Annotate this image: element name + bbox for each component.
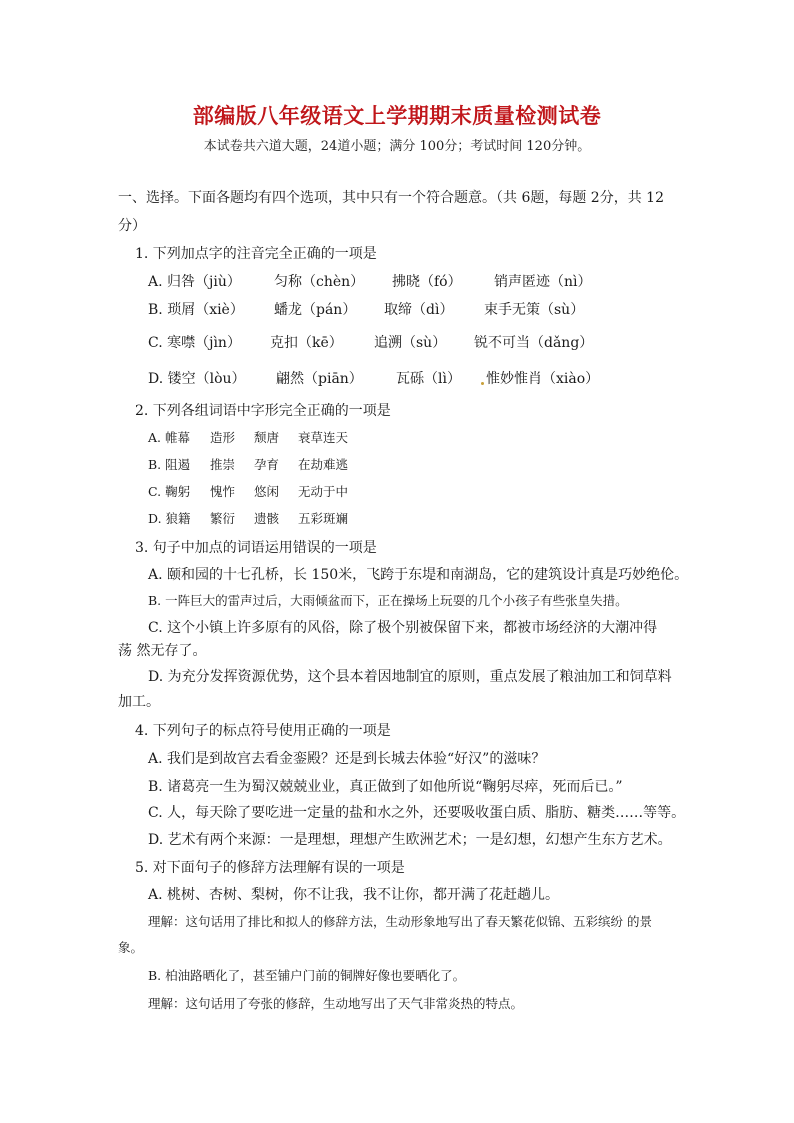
exam-instructions: 本试卷共六道大题，24道小题；满分 100分；考试时间 120分钟。	[203, 139, 591, 154]
q1-b-item-3: 取缔（dì）	[384, 302, 454, 318]
q2-c-word-4: 无动于中	[298, 484, 349, 499]
q2-d-word-3: 遗骸	[254, 511, 280, 526]
q1-b-item-4: 束手无策（sù）	[484, 302, 585, 318]
q2-b-word-1: B. 阻遏	[148, 457, 191, 472]
page-title: 部编版八年级语文上学期期末质量检测试卷	[192, 104, 602, 128]
q1-a-item-2: 匀称（chèn）	[274, 274, 365, 290]
q2-d-word-4: 五彩斑斓	[298, 511, 349, 526]
section-heading-cont: 分）	[118, 218, 146, 234]
question-1-stem: 1. 下列加点字的注音完全正确的一项是	[135, 246, 377, 262]
question-2-stem: 2. 下列各组词语中字形完全正确的一项是	[135, 403, 391, 419]
q5-option-a: A. 桃树、杏树、梨树，你不让我，我不让你，都开满了花赶趟儿。	[148, 887, 560, 903]
q1-d-item-2: 翩然（piān）	[276, 371, 363, 387]
question-3-stem: 3. 句子中加点的词语运用错误的一项是	[135, 540, 377, 556]
q1-b-item-2: 蟠龙（pán）	[274, 302, 357, 318]
q1-c-item-1: C. 寒噤（jìn）	[148, 335, 241, 351]
q5-a-explanation-cont: 象。	[118, 940, 144, 955]
q2-a-word-2: 造形	[210, 430, 236, 445]
question-5-stem: 5. 对下面句子的修辞方法理解有误的一项是	[135, 860, 405, 876]
q4-option-a: A. 我们是到故宫去看金銮殿？还是到长城去体验“好汉”的滋味？	[148, 751, 546, 767]
q4-option-b: B. 诸葛亮一生为蜀汉兢兢业业，真正做到了如他所说“鞠躬尽瘁，死而后已。”	[148, 779, 623, 795]
q3-option-c-cont: 荡 然无存了。	[118, 643, 207, 659]
q2-a-word-4: 衰草连天	[298, 430, 349, 445]
q2-c-word-2: 愧怍	[210, 484, 236, 499]
q2-b-word-2: 推崇	[210, 457, 236, 472]
q5-option-b: B. 柏油路晒化了，甚至铺户门前的铜牌好像也要晒化了。	[148, 968, 466, 983]
q2-d-word-2: 繁衍	[210, 511, 236, 526]
q2-c-word-1: C. 鞠躬	[148, 484, 191, 499]
q2-d-word-1: D. 狼籍	[148, 511, 191, 526]
q2-b-word-3: 孕育	[254, 457, 280, 472]
q1-b-item-1: B. 琐屑（xiè）	[148, 302, 244, 318]
q1-d-item-4: 惟妙惟肖（xiào）	[486, 371, 600, 387]
q1-a-item-4: 销声匿迹（nì）	[494, 274, 592, 290]
q5-b-explanation: 理解：这句话用了夸张的修辞，生动地写出了天气非常炎热的特点。	[148, 996, 524, 1011]
q1-d-item-3: 瓦砾（lì）	[396, 371, 461, 387]
q2-c-word-3: 悠闲	[254, 484, 280, 499]
q2-a-word-1: A. 帷幕	[148, 430, 190, 445]
q1-a-item-1: A. 归咎（jiù）	[148, 274, 241, 290]
q4-option-d: D. 艺术有两个来源：一是理想，理想产生欧洲艺术；一是幻想，幻想产生东方艺术。	[148, 832, 672, 848]
q3-option-b: B. 一阵巨大的雷声过后，大雨倾盆而下，正在操场上玩耍的几个小孩子有些张皇失措。	[148, 593, 628, 608]
section-heading: 一、选择。下面各题均有四个选项，其中只有一个符合题意。（共 6题，每题 2分，共 12	[118, 190, 664, 206]
q2-b-word-4: 在劫难逃	[298, 457, 349, 472]
q3-option-d-cont: 加工。	[118, 694, 160, 710]
q3-option-d: D. 为充分发挥资源优势，这个县本着因地制宜的原则，重点发展了粮油加工和饲草料	[148, 669, 672, 685]
stray-mark	[481, 382, 484, 385]
q1-d-item-1: D. 镂空（lòu）	[148, 371, 246, 387]
question-4-stem: 4. 下列句子的标点符号使用正确的一项是	[135, 723, 391, 739]
q1-c-item-3: 追溯（sù）	[374, 335, 447, 351]
q3-option-a: A. 颐和园的十七孔桥，长 150米，飞跨于东堤和南湖岛，它的建筑设计真是巧妙绝伦。	[148, 567, 689, 583]
q1-a-item-3: 拂晓（fó）	[392, 274, 462, 290]
q1-c-item-4: 锐不可当（dǎng）	[474, 335, 594, 351]
q3-option-c: C. 这个小镇上许多原有的风俗，除了极个别被保留下来，都被市场经济的大潮冲得	[148, 620, 658, 636]
q4-option-c: C. 人，每天除了要吃进一定量的盐和水之外，还要吸收蛋白质、脂肪、糖类……等等。	[148, 805, 686, 821]
q5-a-explanation: 理解：这句话用了排比和拟人的修辞方法，生动形象地写出了春天繁花似锦、五彩缤纷 的景	[148, 914, 652, 929]
q1-c-item-2: 克扣（kē）	[270, 335, 343, 351]
q2-a-word-3: 颓唐	[254, 430, 280, 445]
